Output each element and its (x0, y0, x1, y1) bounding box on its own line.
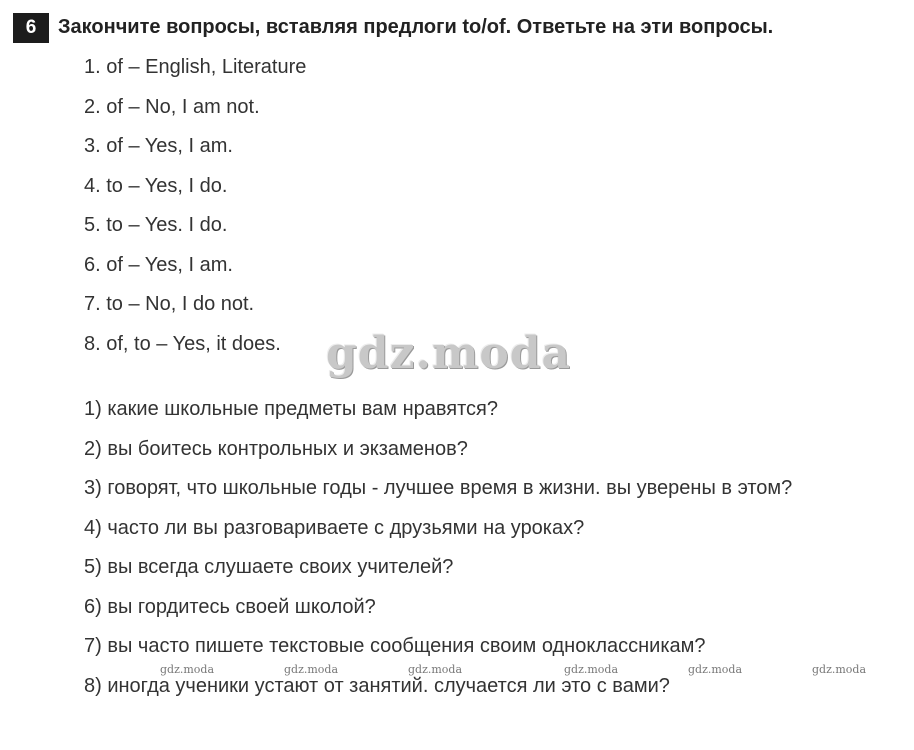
answer-item-8: 8. of, to – Yes, it does. (84, 332, 281, 355)
answer-item-5: 5. to – Yes. I do. (84, 214, 228, 236)
watermark-small: gdz.moda (408, 663, 463, 676)
question-item-5: 5) вы всегда слушаете своих учителей? (84, 556, 454, 578)
watermark-small: gdz.moda (160, 663, 215, 676)
answers-list (84, 52, 306, 368)
watermark-small: gdz.moda (812, 663, 867, 676)
task-title: Закончите вопросы, вставляя предлоги to/of. Ответьте на эти вопросы. (58, 16, 774, 38)
question-item-4: 4) часто ли вы разговариваете с друзьями на уроках? (84, 516, 585, 539)
question-item-7: 7) вы часто пишете текстовые сообщения своим одноклассникам? (84, 635, 706, 657)
answer-item-3: 3. of – Yes, I am. (84, 135, 233, 157)
answer-item-2: 2. of – No, I am not. (84, 95, 260, 118)
watermark-logo: gdz.moda (326, 328, 572, 379)
task-number-badge: 6 (13, 13, 49, 43)
answer-item-4: 4. to – Yes, I do. (84, 174, 228, 197)
question-item-8: 8) иногда ученики устают от занятий. случается ли это с вами? (84, 674, 670, 697)
question-item-6: 6) вы гордитесь своей школой? (84, 595, 376, 618)
watermark-small: gdz.moda (564, 663, 619, 676)
answer-item-7: 7. to – No, I do not. (84, 293, 255, 315)
question-item-1: 1) какие школьные предметы вам нравятся? (84, 398, 498, 420)
question-item-3: 3) говорят, что школьные годы - лучшее время в жизни. вы уверены в этом? (84, 477, 793, 499)
question-item-2: 2) вы боитесь контрольных и экзаменов? (84, 437, 468, 460)
watermark-small: gdz.moda (284, 663, 339, 676)
answer-item-6: 6. of – Yes, I am. (84, 253, 233, 276)
watermark-small: gdz.moda (688, 663, 743, 676)
answer-item-1: 1. of – English, Literature (84, 56, 307, 78)
